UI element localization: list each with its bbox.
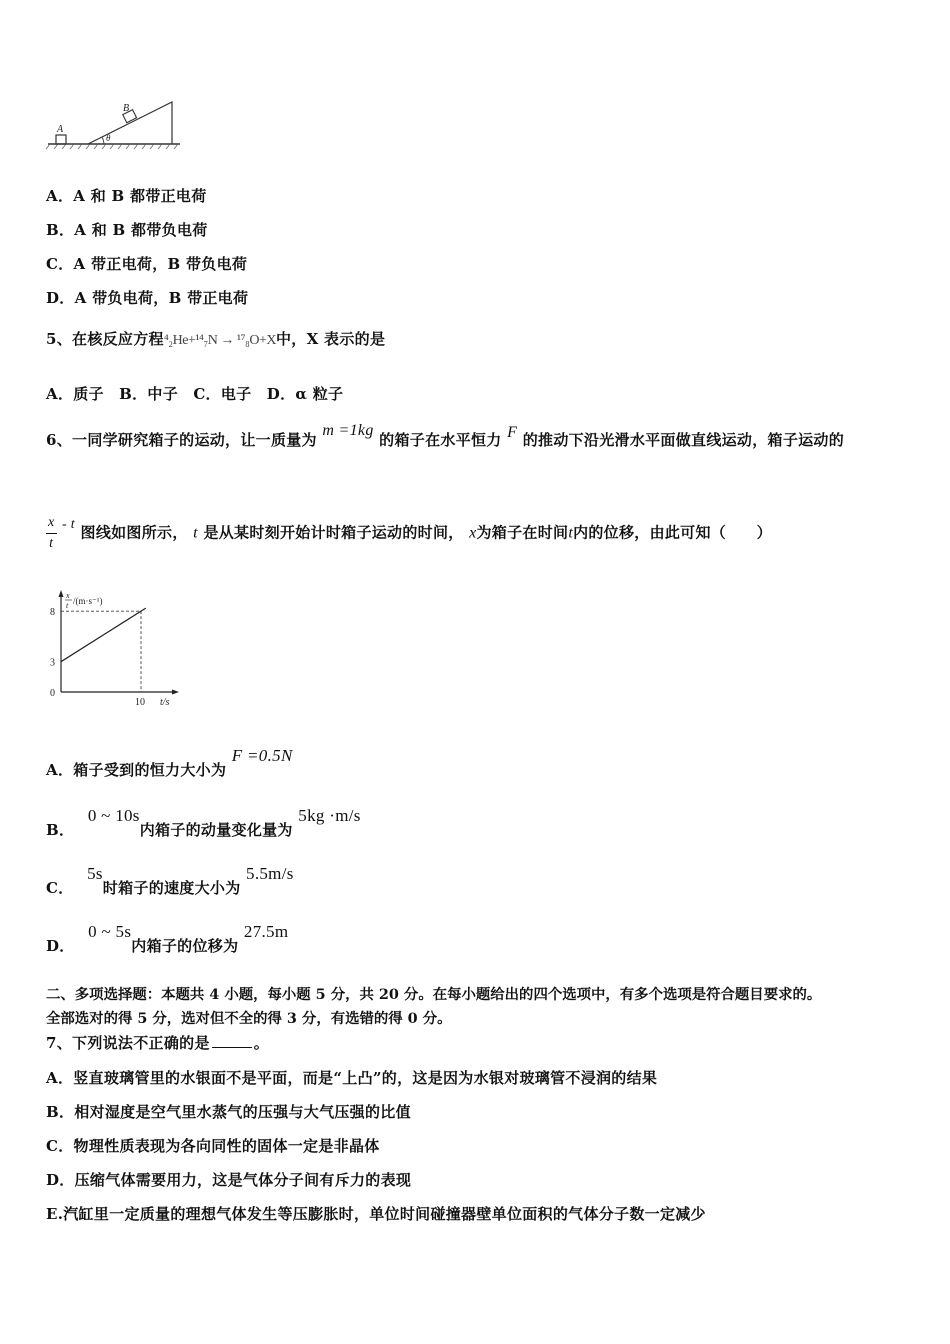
x-tick-10: 10 — [135, 697, 145, 708]
q4-option-b: B．A 和 B 都带负电荷 — [46, 221, 208, 239]
q6-option-d-letter: D． — [46, 937, 75, 955]
q6-option-d-text: 内箱子的位移为 — [131, 937, 239, 955]
q6-part7: 内的位移，由此可知（ ） — [573, 523, 772, 542]
label-theta: θ — [106, 133, 111, 143]
q6-option-b — [46, 806, 361, 839]
q6-option-c — [46, 864, 294, 897]
q6-option-d-pre: 0 ~ 5s — [88, 922, 132, 941]
q5-stem — [46, 329, 385, 351]
q4-option-a: A．A 和 B 都带正电荷 — [46, 187, 207, 205]
label-b: B — [123, 103, 130, 114]
y-axis-label-unit: /(m·s⁻¹) — [73, 596, 103, 606]
data-line — [61, 608, 146, 662]
q6-stem-line2 — [46, 513, 772, 554]
q6-t2: t — [568, 524, 574, 542]
q6-part5: 是从某时刻开始计时箱子运动的时间， — [203, 523, 464, 542]
q6-option-c-letter: C． — [46, 879, 74, 897]
y-axis-arrow — [59, 590, 64, 597]
q4-option-c: C．A 带正电荷，B 带负电荷 — [46, 255, 248, 273]
q6-option-c-math: 5.5m/s — [246, 864, 294, 883]
q6-option-a-text: 箱子受到的恒力大小为 — [73, 761, 227, 779]
q7-stem-pre: 7、下列说法不正确的是 — [46, 1034, 210, 1052]
q7-option-e: E.汽缸里一定质量的理想气体发生等压膨胀时，单位时间碰撞器壁单位面积的气体分子数一定减少 — [46, 1205, 706, 1223]
q6-t1: t — [193, 524, 198, 542]
q7-answer-blank — [212, 1033, 252, 1048]
q6-part6: 为箱子在时间 — [476, 523, 569, 542]
q6-part1: 6、一同学研究箱子的运动，让一质量为 — [46, 431, 317, 449]
q6-dash-t: - t — [62, 516, 75, 532]
q6-force-symbol: F — [507, 424, 518, 441]
q6-option-b-math: 5kg ·m/s — [298, 806, 361, 825]
q6-option-b-pre: 0 ~ 10s — [87, 806, 140, 825]
y-axis-label-num: x — [66, 591, 70, 600]
q6-stem-line1 — [46, 422, 845, 451]
q6-mass: m =1kg — [322, 422, 374, 439]
q7-option-d: D．压缩气体需要用力，这是气体分子间有斥力的表现 — [46, 1171, 412, 1189]
q6-option-a-letter: A． — [46, 761, 74, 779]
q5-reaction-equation: ⁴₂He+¹⁴₇N → ¹⁷₈O+X — [163, 333, 276, 348]
y-tick-3: 3 — [50, 657, 55, 669]
q6-part2: 的箱子在水平恒力 — [379, 431, 502, 449]
section2-header-line2: 全部选对的得 5 分，选对但不全的得 3 分，有选错的得 0 分。 — [46, 1010, 452, 1027]
block-a — [56, 135, 66, 144]
q7-option-b: B．相对湿度是空气里水蒸气的压强与大气压强的比值 — [46, 1103, 411, 1121]
q7-option-c: C．物理性质表现为各向同性的固体一定是非晶体 — [46, 1137, 380, 1155]
q7-stem — [46, 1033, 269, 1053]
q7-option-a: A．竖直玻璃管里的水银面不是平面，而是“上凸”的，这是因为水银对玻璃管不浸润的结果 — [46, 1069, 658, 1087]
q6-option-b-text: 内箱子的动量变化量为 — [139, 821, 293, 839]
q7-stem-post: 。 — [253, 1034, 270, 1052]
y-axis-label-den: t — [66, 601, 69, 610]
section2-header-line1: 二、多项选择题：本题共 4 小题，每小题 5 分，共 20 分。在每小题给出的四个选项中，有多个选项是符合题目要求的。 — [46, 986, 822, 1003]
x-axis-arrow — [172, 690, 179, 695]
q6-option-a — [46, 746, 293, 779]
y-tick-8: 8 — [50, 607, 55, 619]
q6-x-over-t: $\frac{x}{t}$ — [48, 515, 55, 551]
origin-label: 0 — [50, 688, 55, 699]
q6-option-d — [46, 922, 289, 955]
incline-figure — [44, 96, 184, 154]
q5-suffix: 中，X 表示的是 — [275, 330, 386, 348]
q6-option-c-pre: 5s — [87, 864, 103, 883]
q4-option-d: D．A 带负电荷，B 带正电荷 — [46, 289, 249, 307]
q6-x1: x — [469, 524, 477, 542]
q6-option-d-math: 27.5m — [243, 922, 289, 941]
q6-part4: 图线如图所示， — [80, 523, 188, 542]
q5-options: A．质子 B．中子 C．电子 D．α 粒子 — [46, 385, 344, 403]
q6-xt-graph — [44, 588, 194, 713]
label-a: A — [57, 124, 64, 135]
q6-option-a-math: F =0.5N — [231, 746, 293, 765]
q6-option-c-text: 时箱子的速度大小为 — [102, 879, 241, 897]
q6-option-b-letter: B． — [46, 821, 75, 839]
x-axis-label: t/s — [160, 697, 170, 708]
q6-part3: 的推动下沿光滑水平面做直线运动，箱子运动的 — [522, 431, 845, 449]
incline-slope — [88, 102, 172, 144]
theta-arc — [102, 137, 104, 144]
q5-prefix: 5、在核反应方程 — [46, 330, 164, 348]
